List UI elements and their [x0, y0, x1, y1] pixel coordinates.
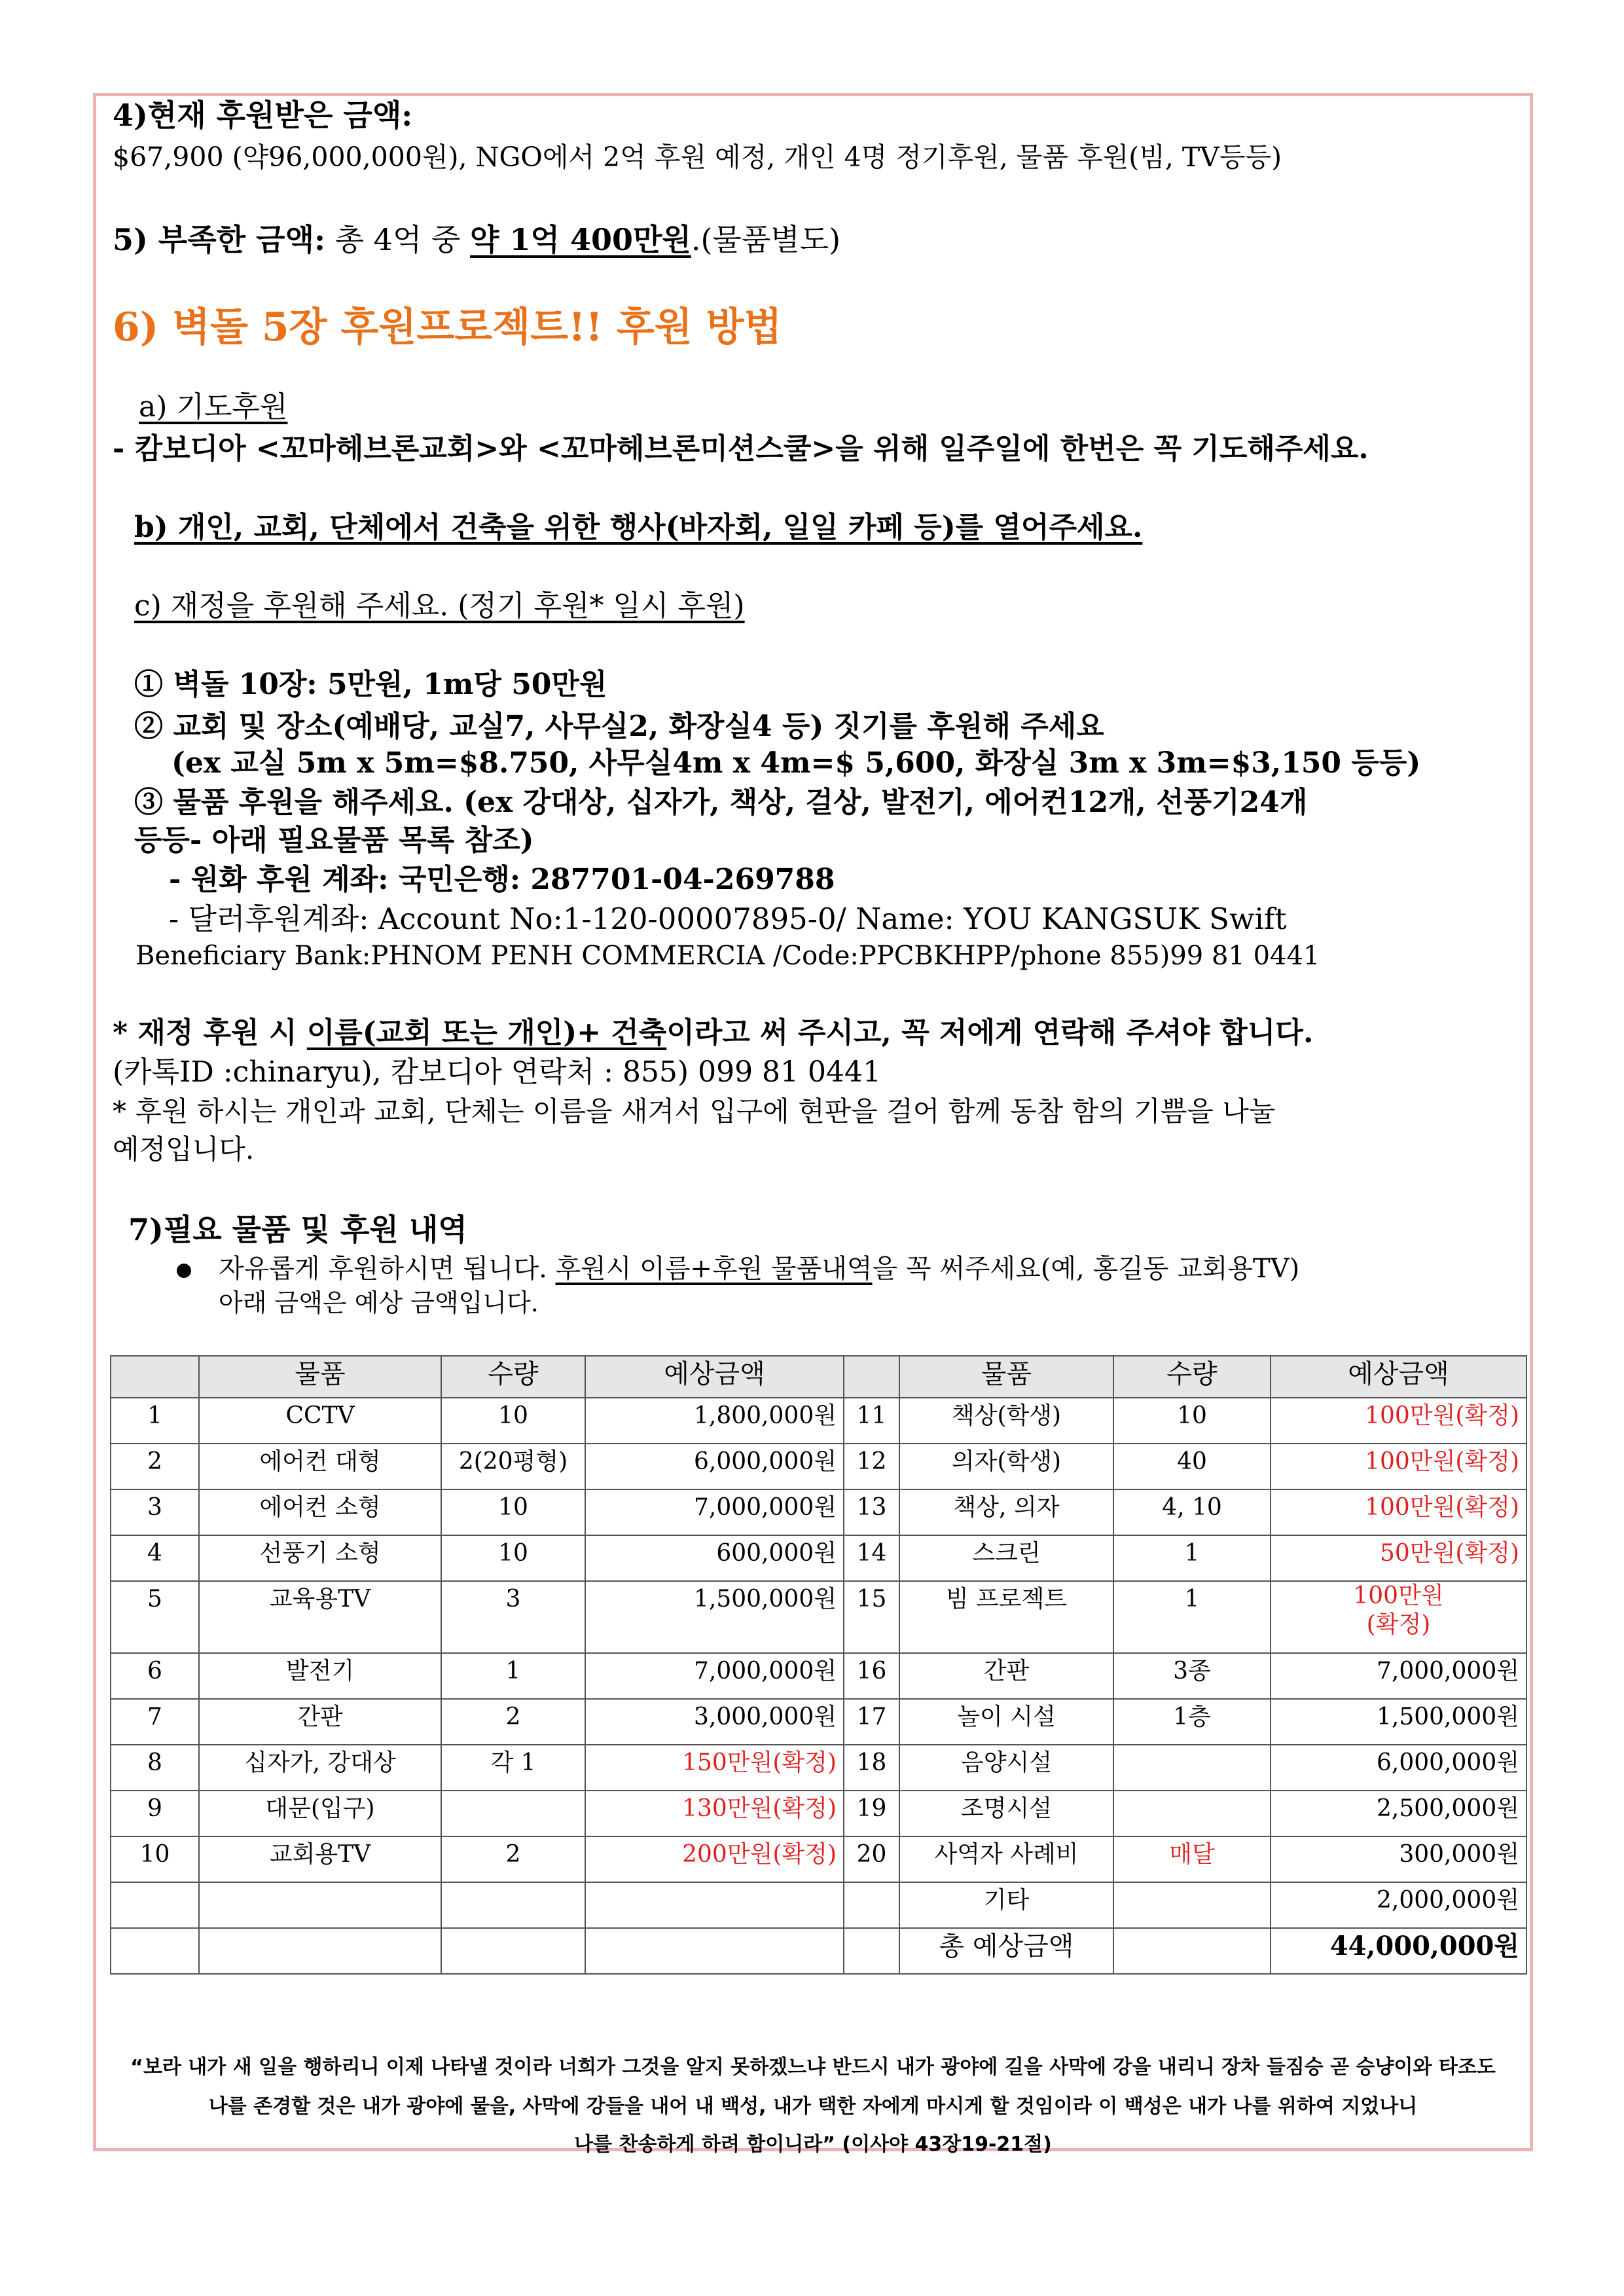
table-row [111, 1444, 1526, 1489]
note-3-cont: 예정입니다. [113, 1133, 255, 1165]
cell-amount: 7,000,000원 [1271, 1653, 1526, 1699]
cell-no: 17 [844, 1699, 899, 1745]
cell-qty: 3 [441, 1581, 585, 1653]
cell-amount: 130만원(확정) [585, 1791, 844, 1836]
won-account [169, 860, 835, 900]
section-7-bullet-line2: 아래 금액은 예상 금액입니다. [219, 1288, 539, 1317]
section-6c-line: c) 재정을 후원해 주세요. (정기 후원* 일시 후원) [134, 589, 745, 623]
cell-amount: 300,000원 [1271, 1836, 1526, 1882]
cell-qty: 2 [441, 1836, 585, 1882]
note-2: (카톡ID :chinaryu), 캄보디아 연락처 : 855) 099 81 0441 [113, 1055, 881, 1089]
cell-item: 조명시설 [899, 1791, 1113, 1836]
cell-qty: 각 1 [441, 1745, 585, 1791]
cell-amount: 150만원(확정) [585, 1745, 844, 1791]
cell-no: 2 [111, 1444, 199, 1489]
cell-item: CCTV [199, 1398, 441, 1444]
usd-account-line: - 달러후원계좌: Account No:1-120-00007895-0/ Name: YOU KANGSUK Swift [169, 902, 1287, 936]
items-table [110, 1355, 1527, 1975]
cell-item: 책상(학생) [899, 1398, 1113, 1444]
cell-qty: 1 [1113, 1581, 1271, 1653]
cell-amount: 44,000,000원 [1271, 1928, 1526, 1974]
cell-amount: 3,000,000원 [585, 1699, 844, 1745]
cell-item: 간판 [199, 1699, 441, 1745]
cell-no: 3 [111, 1489, 199, 1535]
header-item-left: 물품 [199, 1356, 441, 1398]
cell-no: 18 [844, 1745, 899, 1791]
cell-item: 의자(학생) [899, 1444, 1113, 1489]
footer-verse-line3: 나를 찬송하게 하려 함이니라” (이사야 43장19-21절) [574, 2133, 1052, 2156]
section-6c-item2: ② 교회 및 장소(예배당, 교실7, 사무실2, 화장실4 등) 짓기를 후원해 주세요 [134, 710, 1104, 743]
cell-item: 에어컨 대형 [199, 1444, 441, 1489]
cell-no [844, 1928, 899, 1974]
cell-amount [1271, 1581, 1526, 1653]
section-5-amount: 약 1억 400만원 [470, 222, 691, 257]
cell-qty [1113, 1791, 1271, 1836]
section-6c-item3: ③ 물품 후원을 해주세요. (ex 강대상, 십자가, 책상, 걸상, 발전기, 에어컨12개, 선풍기24개 [134, 786, 1308, 819]
cell-amount: 100만원(확정) [1271, 1444, 1526, 1489]
cell-amount: 1,800,000원 [585, 1398, 844, 1444]
section-7-bullet-post: 을 꼭 써주세요(예, 홍길동 교회용TV) [872, 1254, 1300, 1284]
cell-qty: 3종 [1113, 1653, 1271, 1699]
table-row [111, 1581, 1526, 1653]
section-6a-title: a) 기도후원 [139, 390, 288, 424]
cell-amount: 1,500,000원 [1271, 1699, 1526, 1745]
section-7-heading: 7)필요 물품 및 후원 내역 [128, 1212, 467, 1247]
table-row [111, 1745, 1526, 1791]
section-6c-item3-cont: 등등- 아래 필요물품 목록 참조) [134, 824, 534, 857]
cell-amount: 100만원(확정) [1271, 1398, 1526, 1444]
cell-item: 대문(입구) [199, 1791, 441, 1836]
cell-no: 9 [111, 1791, 199, 1836]
bullet-icon [177, 1264, 191, 1278]
cell-qty [1113, 1745, 1271, 1791]
section-4-line: $67,900 (약96,000,000원), NGO에서 2억 후원 예정, 개인 4명 정기후원, 물품 후원(빔, TV등등) [113, 141, 1282, 173]
cell-qty: 4, 10 [1113, 1489, 1271, 1535]
cell-item: 교육용TV [199, 1581, 441, 1653]
usd-account-line2: Beneficiary Bank:PHNOM PENH COMMERCIA /Code:PPCBKHPP/phone 855)99 81 0441 [135, 941, 1320, 971]
cell-qty [441, 1791, 585, 1836]
cell-qty: 1 [1113, 1535, 1271, 1581]
cell-amount: 50만원(확정) [1271, 1535, 1526, 1581]
header-no-left [111, 1356, 199, 1398]
cell-no: 11 [844, 1398, 899, 1444]
cell-amount: 2,000,000원 [1271, 1882, 1526, 1928]
cell-qty: 10 [441, 1535, 585, 1581]
cell-qty [1113, 1882, 1271, 1928]
cell-amount-line1: 100만원 [1353, 1582, 1444, 1609]
header-no-right [844, 1356, 899, 1398]
header-item-right: 물품 [899, 1356, 1113, 1398]
cell-item: 간판 [899, 1653, 1113, 1699]
cell-item: 총 예상금액 [899, 1928, 1113, 1974]
header-amount-right: 예상금액 [1271, 1356, 1526, 1398]
cell-qty [1113, 1928, 1271, 1974]
cell-amount: 7,000,000원 [585, 1653, 844, 1699]
section-5-post: .(물품별도) [691, 222, 841, 257]
header-qty-right: 수량 [1113, 1356, 1271, 1398]
table-row [111, 1398, 1526, 1444]
cell-no: 8 [111, 1745, 199, 1791]
cell-no: 14 [844, 1535, 899, 1581]
cell-qty [441, 1928, 585, 1974]
cell-no [111, 1928, 199, 1974]
cell-qty [441, 1882, 585, 1928]
section-5-pre: 총 4억 중 [325, 222, 471, 257]
cell-amount: 1,500,000원 [585, 1581, 844, 1653]
note-1 [113, 1013, 1313, 1053]
cell-no: 5 [111, 1581, 199, 1653]
won-account-label: - 원화 후원 계좌: [169, 863, 399, 896]
cell-item: 빔 프로젝트 [899, 1581, 1113, 1653]
cell-no: 7 [111, 1699, 199, 1745]
cell-amount: 600,000원 [585, 1535, 844, 1581]
cell-amount-line2: (확정) [1366, 1611, 1431, 1638]
cell-amount: 6,000,000원 [585, 1444, 844, 1489]
cell-no: 1 [111, 1398, 199, 1444]
cell-no: 4 [111, 1535, 199, 1581]
cell-qty: 10 [441, 1398, 585, 1444]
cell-item: 교회용TV [199, 1836, 441, 1882]
cell-qty: 1층 [1113, 1699, 1271, 1745]
note-1-post: 이라고 써 주시고, 꼭 저에게 연락해 주셔야 합니다. [666, 1016, 1314, 1049]
cell-amount: 100만원(확정) [1271, 1489, 1526, 1535]
table-row [111, 1836, 1526, 1882]
cell-amount: 200만원(확정) [585, 1836, 844, 1882]
table-row [111, 1699, 1526, 1745]
cell-qty: 매달 [1113, 1836, 1271, 1882]
table-row [111, 1653, 1526, 1699]
section-7-bullet-underlined: 후원시 이름+후원 물품내역 [555, 1254, 873, 1284]
cell-no: 10 [111, 1836, 199, 1882]
cell-item: 사역자 사례비 [899, 1836, 1113, 1882]
footer-verse-line2: 나를 존경할 것은 내가 광야에 물을, 사막에 강들을 내어 내 백성, 내가 택한 자에게 마시게 할 것임이라 이 백성은 내가 나를 위하여 지었나니 [208, 2095, 1418, 2118]
section-6c-item1: ① 벽돌 10장: 5만원, 1m당 50만원 [134, 668, 607, 701]
section-6c-item2-example: (ex 교실 5m x 5m=$8.750, 사무실4m x 4m=$ 5,600, 화장실 3m x 3m=$3,150 등등) [171, 746, 1421, 780]
cell-item: 스크린 [899, 1535, 1113, 1581]
footer-verse-line1: “보라 내가 새 일을 행하리니 이제 나타낼 것이라 너희가 그것을 알지 못하겠느냐 반드시 내가 광야에 길을 사막에 강을 내리니 장차 들짐승 곧 승냥이와 타조도 [130, 2056, 1496, 2079]
cell-amount: 7,000,000원 [585, 1489, 844, 1535]
table-row [111, 1535, 1526, 1581]
cell-no: 15 [844, 1581, 899, 1653]
cell-item: 에어컨 소형 [199, 1489, 441, 1535]
cell-qty: 10 [441, 1489, 585, 1535]
table-row [111, 1489, 1526, 1535]
cell-no [111, 1882, 199, 1928]
cell-no [844, 1882, 899, 1928]
cell-item [199, 1928, 441, 1974]
cell-item [199, 1882, 441, 1928]
table-row [111, 1791, 1526, 1836]
cell-no: 16 [844, 1653, 899, 1699]
section-6b-line: b) 개인, 교회, 단체에서 건축을 위한 행사(바자회, 일일 카페 등)를 열어주세요. [134, 511, 1143, 544]
section-5 [113, 220, 840, 259]
table-header-row [111, 1356, 1526, 1398]
table-row [111, 1928, 1526, 1974]
section-4-heading: 4)현재 후원받은 금액: [113, 98, 413, 133]
cell-no: 19 [844, 1791, 899, 1836]
cell-amount [585, 1928, 844, 1974]
cell-no: 20 [844, 1836, 899, 1882]
cell-amount [585, 1882, 844, 1928]
cell-item: 기타 [899, 1882, 1113, 1928]
won-account-bank: 국민은행: 287701-04-269788 [398, 863, 835, 896]
cell-item: 놀이 시설 [899, 1699, 1113, 1745]
header-qty-left: 수량 [441, 1356, 585, 1398]
cell-no: 13 [844, 1489, 899, 1535]
note-3: * 후원 하시는 개인과 교회, 단체는 이름을 새겨서 입구에 현판을 걸어 함께 동참 함의 기쁨을 나눌 [113, 1095, 1276, 1127]
section-7-bullet-pre: 자유롭게 후원하시면 됩니다. [219, 1254, 556, 1284]
section-5-label: 5) 부족한 금액: [113, 222, 325, 257]
cell-amount: 6,000,000원 [1271, 1745, 1526, 1791]
cell-qty: 10 [1113, 1398, 1271, 1444]
note-1-pre: * 재정 후원 시 [113, 1016, 307, 1049]
cell-qty: 2(20평형) [441, 1444, 585, 1489]
cell-amount: 2,500,000원 [1271, 1791, 1526, 1836]
cell-qty: 40 [1113, 1444, 1271, 1489]
cell-no: 12 [844, 1444, 899, 1489]
section-6a-line: - 캄보디아 <꼬마헤브론교회>와 <꼬마헤브론미션스쿨>을 위해 일주일에 한번은 꼭 기도해주세요. [113, 432, 1369, 465]
cell-item: 책상, 의자 [899, 1489, 1113, 1535]
cell-item: 음양시설 [899, 1745, 1113, 1791]
cell-item: 선풍기 소형 [199, 1535, 441, 1581]
section-6-heading: 6) 벽돌 5장 후원프로젝트!! 후원 방법 [113, 304, 782, 350]
cell-qty: 2 [441, 1699, 585, 1745]
note-1-mid: 이름(교회 또는 개인)+ 건축 [306, 1016, 667, 1049]
cell-no: 6 [111, 1653, 199, 1699]
cell-item: 십자가, 강대상 [199, 1745, 441, 1791]
cell-item: 발전기 [199, 1653, 441, 1699]
header-amount-left: 예상금액 [585, 1356, 844, 1398]
cell-qty: 1 [441, 1653, 585, 1699]
section-7-bullet [177, 1249, 1299, 1288]
table-row [111, 1882, 1526, 1928]
